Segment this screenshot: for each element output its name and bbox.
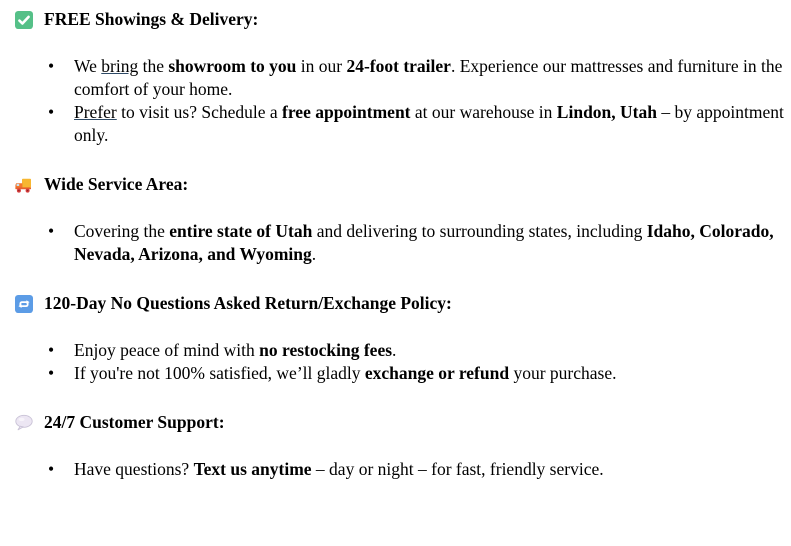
speech-balloon-icon [14,413,34,433]
bullet-marker: • [48,56,55,76]
repeat-arrows-icon [14,294,34,314]
list-item [48,458,785,481]
text-run: Enjoy peace of mind with [74,340,260,360]
section-title: 24/7 Customer Support: [44,412,225,432]
text-run: in our [296,56,347,76]
text-run: . [392,340,397,360]
bullet-list [14,220,785,266]
bold-text-run: Text us anytime [193,459,312,479]
check-mark-icon [14,10,34,30]
section-heading [14,173,785,196]
text-run: – by appointment only. [74,102,784,145]
section-heading [14,411,785,434]
list-item [48,101,785,147]
section-title: 120-Day No Questions Asked Return/Exchange Policy: [44,293,452,313]
bullet-text [74,221,774,264]
text-run: . [311,244,317,264]
text-run: . Experience our mattresses and furniture in the comfort of your home. [74,56,783,99]
bullet-text [74,459,604,479]
text-run: to visit us? Schedule a [116,102,283,122]
bullet-list [14,339,785,385]
bold-text-run: Idaho, Colorado, Nevada, Arizona, and Wyoming [74,221,774,264]
bold-text-run: exchange or refund [364,363,510,383]
section-service-area [14,173,785,266]
section-return-policy [14,292,785,385]
bold-text-run: no restocking fees [259,340,393,360]
bullet-marker: • [48,102,55,122]
bullet-marker: • [48,221,55,241]
bullet-marker: • [48,363,55,383]
text-run: We [74,56,102,76]
text-run: the [138,56,169,76]
bullet-text [74,102,784,145]
list-item [48,220,785,266]
text-run: – day or night – for fast, friendly service. [311,459,604,479]
bold-text-run: 24-foot trailer [346,56,451,76]
list-item [48,339,785,362]
bold-text-run: showroom to you [168,56,297,76]
bullet-text [74,363,617,383]
bullet-list [14,458,785,481]
bullet-marker: • [48,459,55,479]
text-run: and delivering to surrounding states, including [312,221,647,241]
bullet-list [14,55,785,147]
section-title: Wide Service Area: [44,174,189,194]
text-run: If you're not 100% satisfied, we’ll gladly [74,363,365,383]
delivery-truck-icon [14,175,34,195]
section-free-showings [14,8,785,147]
bold-text-run: entire state of Utah [169,221,313,241]
bold-text-run: Lindon, Utah [556,102,657,122]
underlined-text-run: bring [101,56,139,76]
list-item [48,362,785,385]
bullet-text [74,56,782,99]
section-title: FREE Showings & Delivery: [44,9,259,29]
section-heading [14,8,785,31]
text-run: Covering the [74,221,170,241]
text-run: your purchase. [509,363,617,383]
text-run: Have questions? [74,459,194,479]
section-customer-support [14,411,785,481]
underlined-text-run: Prefer [74,102,117,122]
bullet-text [74,340,396,360]
bold-text-run: free appointment [282,102,411,122]
bullet-marker: • [48,340,55,360]
text-run: at our warehouse in [410,102,557,122]
section-heading [14,292,785,315]
list-item [48,55,785,101]
